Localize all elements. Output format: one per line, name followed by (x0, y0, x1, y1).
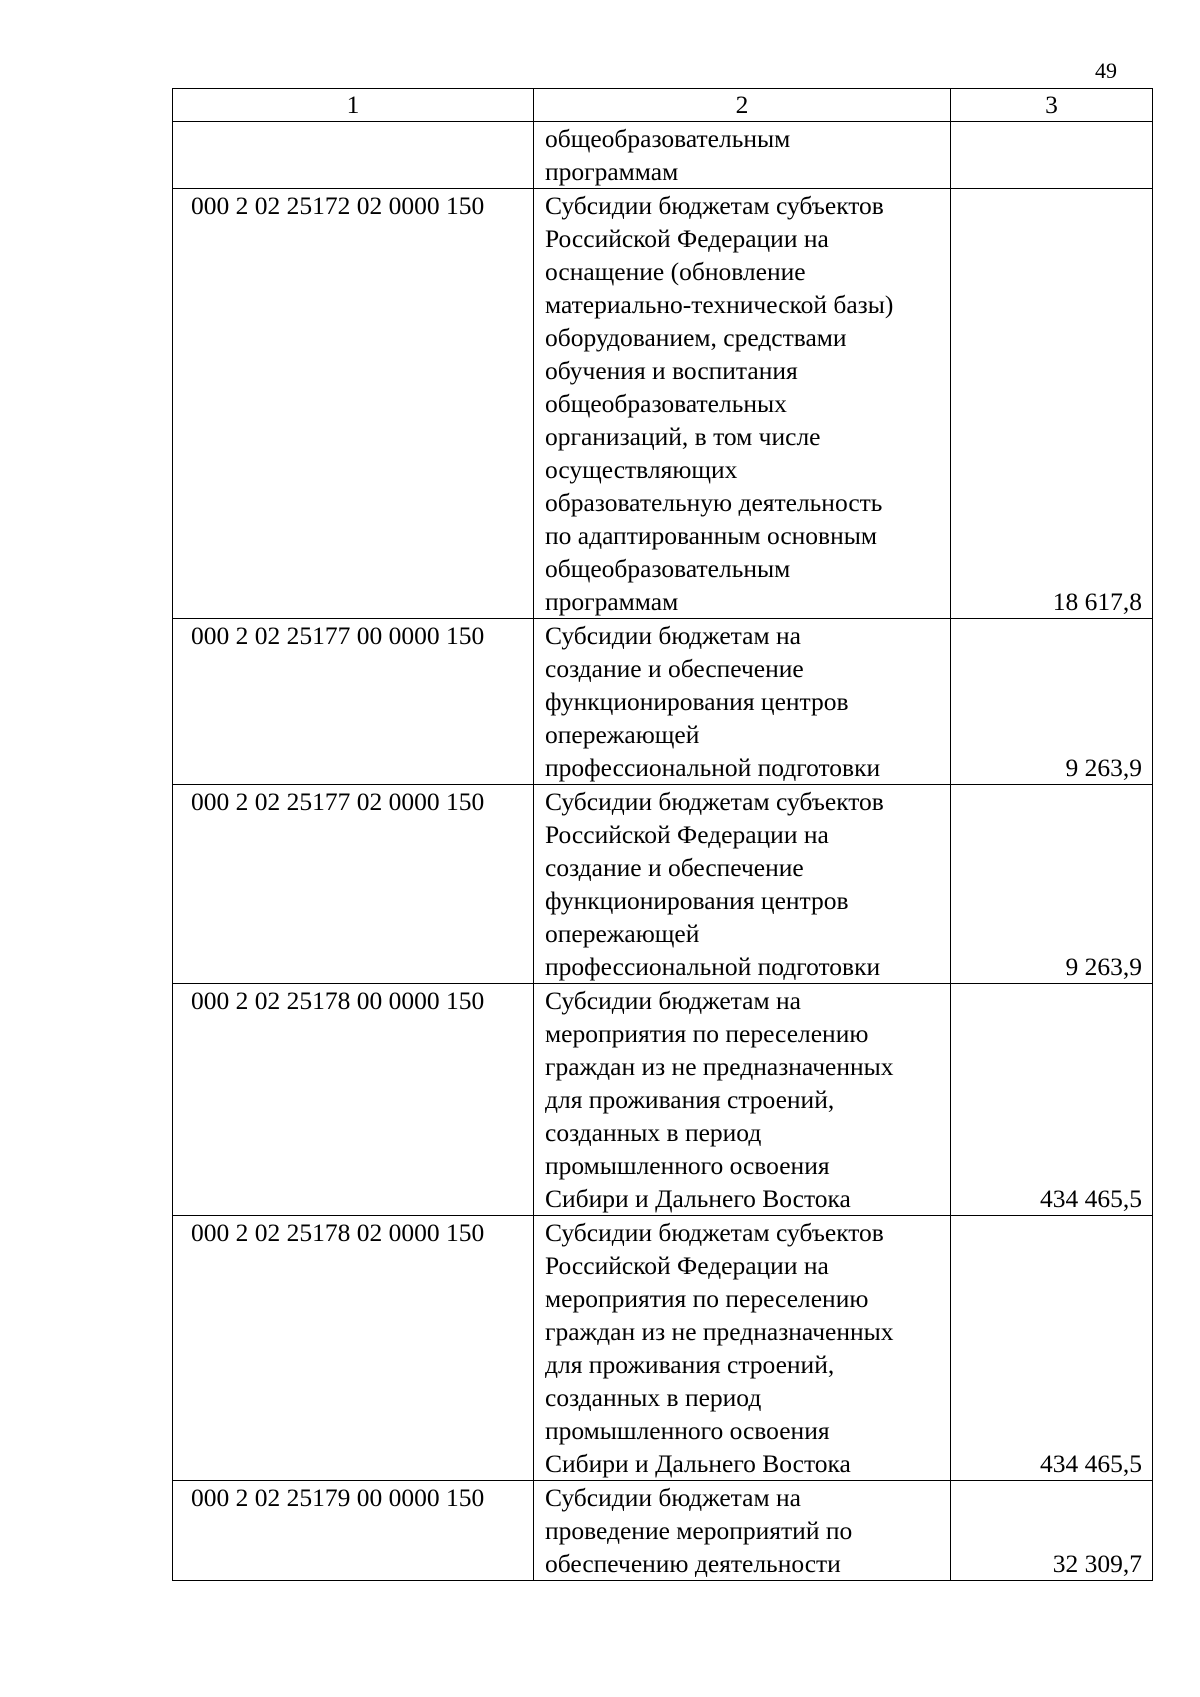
description-cell: Субсидии бюджетам субъектов Российской Федерации на мероприятия по переселению граждан из не предназначенных для проживания строений, созданных в период промышленного освоения Сибири и Дальнего Востока (534, 1216, 951, 1481)
table-row (173, 984, 1153, 1216)
budget-code-cell: 000 2 02 25178 00 0000 150 (173, 984, 534, 1216)
table-row (173, 122, 1153, 189)
description-cell: Субсидии бюджетам на проведение мероприятий по обеспечению деятельности (534, 1481, 951, 1581)
table-row (173, 619, 1153, 785)
amount-cell: 9 263,9 (951, 785, 1153, 984)
description-cell: Субсидии бюджетам на мероприятия по переселению граждан из не предназначенных для проживания строений, созданных в период промышленного освоения Сибири и Дальнего Востока (534, 984, 951, 1216)
budget-code-cell: 000 2 02 25172 02 0000 150 (173, 189, 534, 619)
column-header-description: 2 (534, 89, 951, 122)
page-number: 49 (1095, 58, 1117, 83)
column-header-amount: 3 (951, 89, 1153, 122)
amount-cell: 9 263,9 (951, 619, 1153, 785)
budget-code-cell (173, 122, 534, 189)
amount-cell: 434 465,5 (951, 1216, 1153, 1481)
amount-cell: 32 309,7 (951, 1481, 1153, 1581)
description-cell: Субсидии бюджетам субъектов Российской Федерации на создание и обеспечение функционирования центров опережающей профессиональной подготовки (534, 785, 951, 984)
description-cell: Субсидии бюджетам на создание и обеспечение функционирования центров опережающей профессиональной подготовки (534, 619, 951, 785)
description-cell: общеобразовательным программам (534, 122, 951, 189)
budget-code-cell: 000 2 02 25177 00 0000 150 (173, 619, 534, 785)
column-header-code: 1 (173, 89, 534, 122)
budget-code-cell: 000 2 02 25178 02 0000 150 (173, 1216, 534, 1481)
table-row (173, 785, 1153, 984)
budget-code-cell: 000 2 02 25179 00 0000 150 (173, 1481, 534, 1581)
amount-cell: 434 465,5 (951, 984, 1153, 1216)
table-row (173, 189, 1153, 619)
budget-code-cell: 000 2 02 25177 02 0000 150 (173, 785, 534, 984)
description-cell: Субсидии бюджетам субъектов Российской Федерации на оснащение (обновление материально-технической базы) оборудованием, средствами обучения и воспитания общеобразовательных организаций, в том числе осуществляющих образовательную деятельность по адаптированным основным общеобразовательным программам (534, 189, 951, 619)
table-row (173, 1216, 1153, 1481)
table-header-row (173, 89, 1153, 122)
table-row (173, 1481, 1153, 1581)
amount-cell: 18 617,8 (951, 189, 1153, 619)
amount-cell (951, 122, 1153, 189)
budget-table (172, 88, 1153, 1581)
